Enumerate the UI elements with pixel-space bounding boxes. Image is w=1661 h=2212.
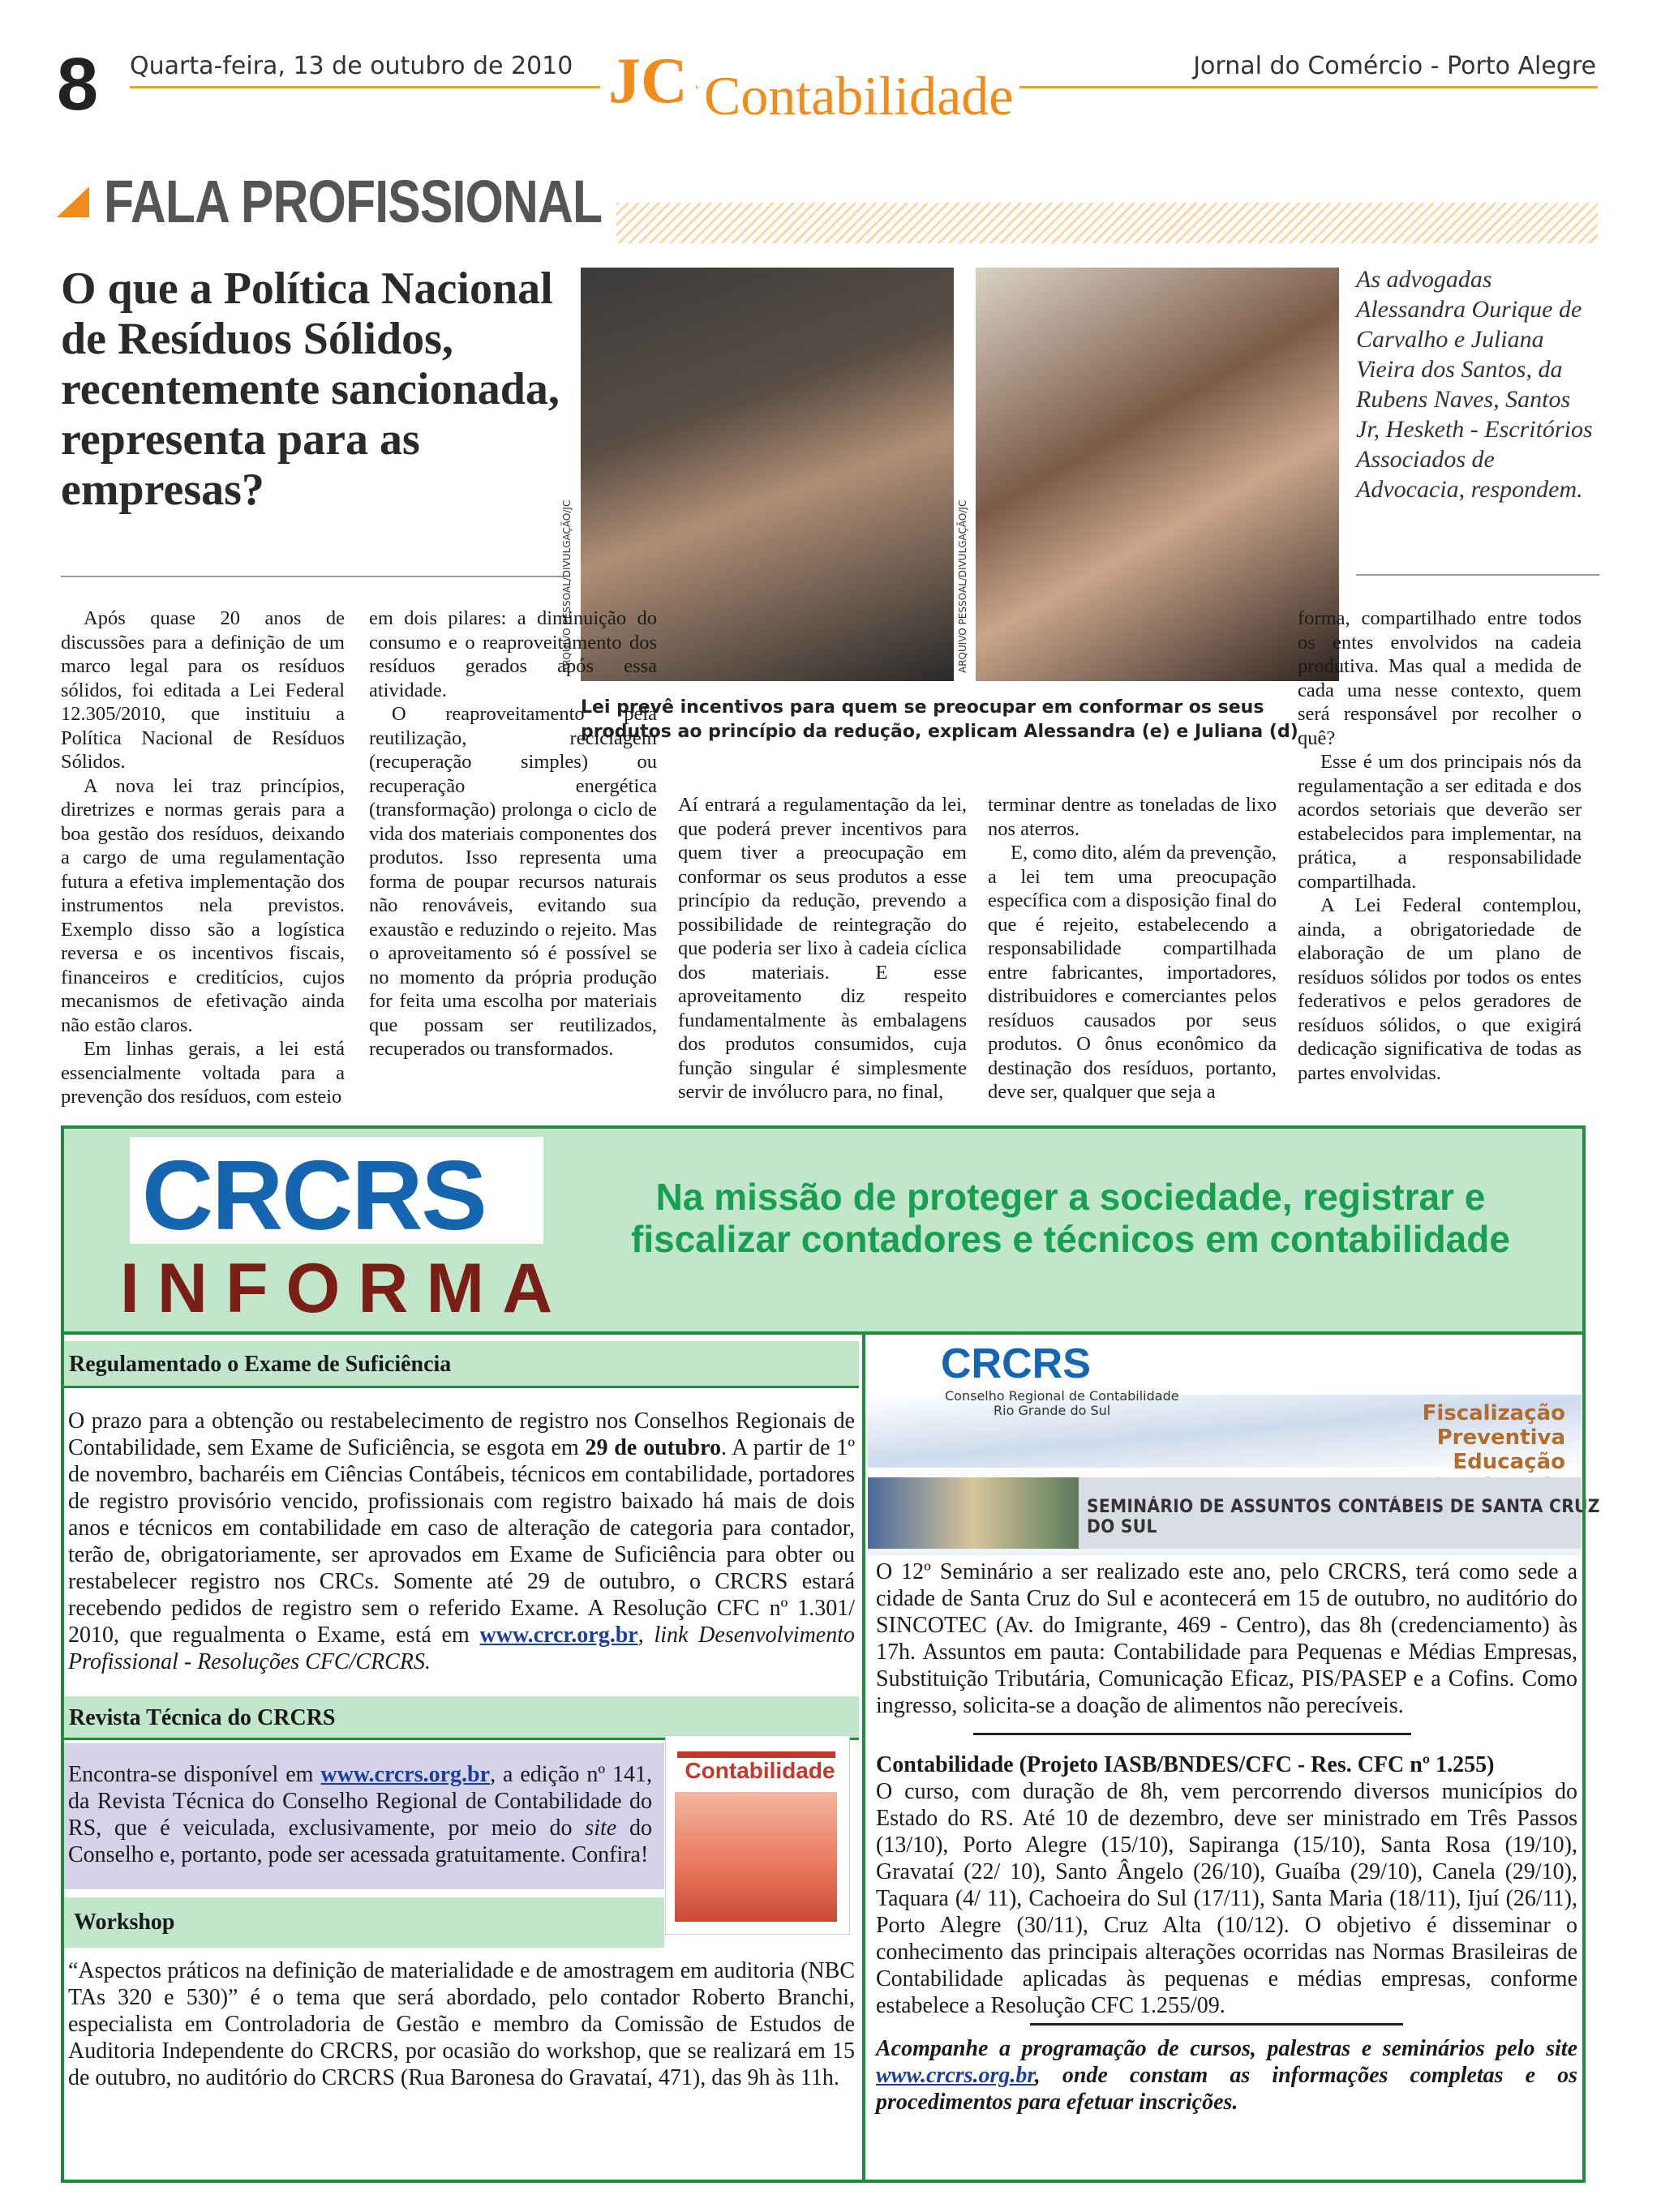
exame-deadline: 29 de outubro (585, 1435, 722, 1460)
banner-subtitle-1: Conselho Regional de Contabilidade (945, 1388, 1179, 1404)
footer-text-b: , onde constam as informações completas e os procedimentos para efetuar inscrições. (876, 2063, 1577, 2115)
page-number: 8 (57, 43, 99, 126)
crcrs-informa-box (61, 1125, 1586, 2183)
paragraph: em dois pilares: a diminuição do consumo e o reaproveitamento dos resíduos gerados após essa atividade. (369, 607, 657, 701)
magazine-cover-title: Contabilidade (685, 1758, 835, 1783)
banner-tag-2: Educação (1453, 1450, 1565, 1474)
banner-tag-1: Fiscalização Preventiva (1422, 1401, 1565, 1450)
exame-title: Regulamentado o Exame de Suficiência (64, 1341, 859, 1388)
jc-logo: JC (600, 49, 696, 114)
section-title: Contabilidade (697, 68, 1019, 123)
kicker-triangle-icon (57, 186, 89, 217)
banner-seminar-title: SEMINÁRIO DE ASSUNTOS CONTÁBEIS DE SANTA CRUZ DO SUL (1087, 1497, 1600, 1537)
revista-link[interactable]: www.crcrs.org.br (320, 1762, 491, 1787)
seminario-text: O 12º Seminário a ser realizado este ano, pelo CRCRS, terá como sede a cidade de Santa Cruz do Sul e acontecerá em 15 de outubro, no auditório do SINCOTEC (Av. do Imigrante, 469 - Centro), das 8h (credenciamento) às 17h. Assuntos em pauta: Contabilidade para Pequenas e Médias Empresas, Substituição Tributária, Comunicação Eficaz, PIS/PASEP e a Cofins. Como ingresso, solicita-se a doação de alimentos não perecíveis. (876, 1559, 1577, 1718)
banner-subtitle-2: Rio Grande do Sul (994, 1403, 1111, 1418)
photo-caption: Lei prevê incentivos para quem se preocupar em conformar os seus produtos ao princípio da redução, explicam Alessandra (e) e Juliana (d) (581, 697, 1298, 742)
article-column-3 (678, 793, 967, 1104)
exame-link[interactable]: www.crcr.org.br (479, 1623, 638, 1648)
article-column-5 (1298, 607, 1582, 1085)
kicker-title: FALA PROFISSIONAL (104, 167, 612, 236)
issue-date: Quarta-feira, 13 de outubro de 2010 (130, 52, 573, 80)
exame-text-italic: link Desenvolvimento Profissional - Resoluções CFC/CRCRS. (68, 1623, 856, 1674)
crcrs-mission: Na missão de proteger a sociedade, registrar e fiscalizar contadores e técnicos em contabilidade (631, 1176, 1510, 1260)
article-column-4 (988, 793, 1277, 1104)
paragraph: Em linhas gerais, a lei está essencialmente voltada para a prevenção dos resíduos, com esteio (61, 1038, 345, 1108)
paragraph: Após quase 20 anos de discussões para a definição de um marco legal para os resíduos sólidos, foi editada a Lei Federal 12.305/2010, que instituiu a Política Nacional de Resíduos Sólidos. (61, 607, 345, 773)
workshop-title: Workshop (64, 1897, 664, 1948)
paragraph: Esse é um dos principais nós da regulamentação a ser editada e dos acordos setoriais que deverão ser estabelecidos para implementar, na prática, a responsabilidade compartilhada. (1298, 751, 1582, 893)
revista-text-b: , a edição nº 141, da Revista Técnica do Conselho Regional de Contabilidade do RS, que é veiculada, exclusivamente, por meio do (68, 1762, 652, 1841)
paragraph: terminar dentre as toneladas de lixo nos aterros. (988, 794, 1277, 840)
photo-juliana (976, 268, 1339, 681)
exame-text-c: , (637, 1623, 655, 1648)
kicker-stripes (616, 203, 1598, 243)
article-column-1 (61, 607, 345, 1109)
crcrs-logo: CRCRS (142, 1140, 486, 1250)
revista-text-italic: site (585, 1815, 617, 1841)
paragraph: forma, compartilhado entre todos os entes envolvidos na cadeia produtiva. Mas qual a medida de cada uma nesse contexto, quem será responsável por recolher o quê? (1298, 607, 1582, 749)
paragraph: A Lei Federal contemplou, ainda, a obrigatoriedade de elaboração de um plano de resíduos sólidos por todos os entes federativos e pelos geradores de resíduos sólidos, o que exigirá dedicação significativa de todas as partes envolvidas. (1298, 894, 1582, 1084)
photo-credit-1: ARQUIVO PESSOAL/DIVULGAÇÃO/JC (561, 499, 573, 673)
exame-text-a: O prazo para a obtenção ou restabelecimento de registro nos Conselhos Regionais de Contabilidade, sem Exame de Suficiência, se esgota em (68, 1408, 855, 1460)
side-caption: As advogadas Alessandra Ourique de Carvalho e Juliana Vieira dos Santos, da Rubens Naves, Santos Jr, Hesketh - Escritórios Associados de Advocacia, respondem. (1356, 266, 1593, 503)
paragraph: Aí entrará a regulamentação da lei, que poderá prever incentivos para quem tiver a preocupação em conformar os seus produtos a esse princípio da redução, prevendo a possibilidade de reintegração do que poderia ser lixo à cadeia cíclica dos materiais. E esse aproveitamento diz respeito fundamentalmente às embalagens dos produtos consumidos, cuja função singular é simplesmente servir de invólucro para, no final, (678, 794, 967, 1103)
photo-credit-2: ARQUIVO PESSOAL/DIVULGAÇÃO/JC (957, 499, 968, 673)
paragraph: E, como dito, além da prevenção, a lei tem uma preocupação específica com a disposição final do que é rejeito, estabelecendo a responsabilidade compartilhada entre fabricantes, importadores, distribuidores e comerciantes pelos resíduos causados por seus produtos. O ônus econômico da destinação dos resíduos, portanto, deve ser, qualquer que seja a (988, 842, 1277, 1103)
footer-text-a: Acompanhe a programação de cursos, palestras e seminários pelo site (876, 2036, 1577, 2061)
newspaper-name: Jornal do Comércio - Porto Alegre (1193, 52, 1596, 80)
workshop-text: “Aspectos práticos na definição de materialidade e de amostragem em auditoria (NBC TAs 320 e 530)” é o tema que será abordado, pelo contador Roberto Branchi, especialista em Controladoria de Gestão e membro da Comissão de Estudos de Auditoria Independente do CRCRS, por ocasião do workshop, que se realizará em 15 de outubro, no auditório do CRCRS (Rua Baronesa do Gravataí, 471), das 9h às 11h. (68, 1958, 855, 2090)
article-column-2 (369, 607, 657, 1061)
exame-text-b: . A partir de 1º de novembro, bacharéis em Ciências Contábeis, técnicos em contabilidade, portadores de registro provisório vencido, profissionais com registro baixado há mais de dois anos e técnicos em contabilidade em caso de alteração de categoria para contador, terão de, obrigatoriamente, ser aprovados em Exame de Suficiência para obter ou restabelecer registro nos CRCs. Somente até 29 de outubro, o CRCRS estará recebendo pedidos de registro sem o referido Exame. A Resolução CFC nº 1.301/ 2010, que regualmenta o Exame, está em (68, 1435, 856, 1648)
paragraph: A nova lei traz princípios, diretrizes e normas gerais para a boa gestão dos resíduos, deixando a cargo de uma regulamentação futura a efetiva implementação dos instrumentos nela previstos. Exemplo disso são a logística reversa e os incentivos fiscais, financeiros e creditícios, cujos mecanismos de efetivação ainda não estão claros. (61, 774, 345, 1036)
article-headline: O que a Política Nacional de Resíduos Sólidos, recentemente sancionada, representa para as empresas? (61, 264, 560, 515)
paragraph: O reaproveitamento pela reutilização, reciclagem (recuperação simples) ou recuperação energética (transformação) prolonga o ciclo de vida dos materiais componentes dos produtos. Isso representa uma forma de poupar recursos naturais não renováveis, evitando sua exaustão e reduzindo o rejeito. Mas o aproveitamento só é possível se no momento da própria produção for feita uma escolha por materiais que possam ser reutilizados, recuperados ou transformados. (369, 703, 657, 1060)
side-caption-divider (1356, 574, 1599, 576)
banner-crcrs-logo: CRCRS (941, 1340, 1091, 1387)
projeto-title: Contabilidade (Projeto IASB/BNDES/CFC - Res. CFC nº 1.255) (876, 1752, 1495, 1777)
revista-title: Revista Técnica do CRCRS (64, 1696, 859, 1740)
projeto-text: O curso, com duração de 8h, vem percorrendo diversos municípios do Estado do RS. Até 10 de dezembro, deve ser ministrado em Três Passos (13/10), Porto Alegre (15/10), Sapiranga (15/10), Santa Rosa (19/10), Gravataí (22/ 10), Santo Ângelo (26/10), Guaíba (29/10), Canela (29/10), Taquara (4/ 11), Cachoeira do Sul (17/11), Santa Maria (18/11), Ijuí (26/11), Porto Alegre (30/11), Cruz Alta (10/12). O objetivo é disseminar o conhecimento das principais alterações ocorridas nas Normas Brasileiras de Contabilidade aplicadas às pequenas e médias empresas, conforme estabelece a Resolução CFC 1.255/09. (876, 1779, 1577, 2018)
revista-text-c: do Conselho e, portanto, pode ser acessada gratuitamente. Confira! (68, 1815, 652, 1867)
revista-text-a: Encontra-se disponível em (68, 1762, 321, 1787)
informa-title: INFORMA (120, 1250, 571, 1327)
footer-link[interactable]: www.crcrs.org.br (876, 2063, 1035, 2088)
headline-divider (61, 576, 564, 577)
